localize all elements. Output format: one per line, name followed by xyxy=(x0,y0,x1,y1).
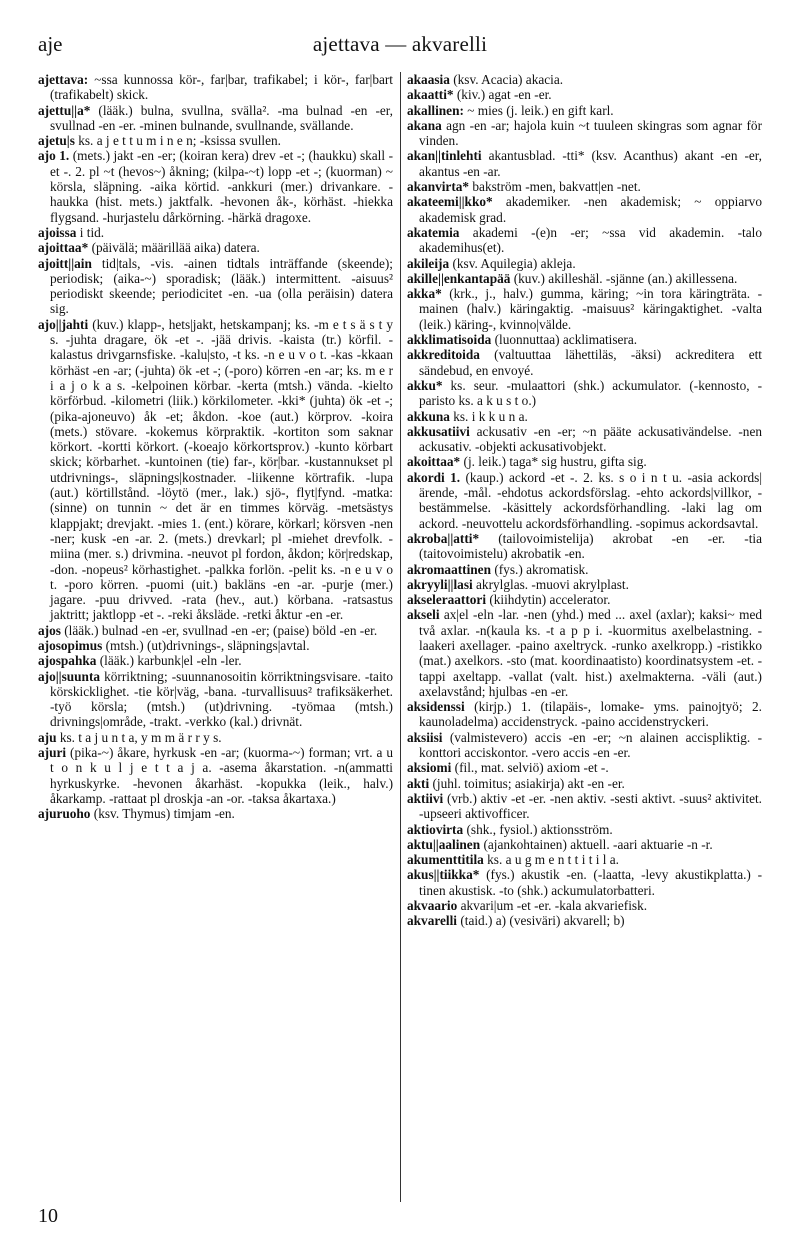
dictionary-entry xyxy=(407,913,762,928)
entry-text: (kiv.) agat -en -er. xyxy=(456,87,552,103)
headword: ajos xyxy=(38,622,61,638)
headword: ajoissa xyxy=(38,224,77,240)
dictionary-entry xyxy=(407,256,762,271)
entry-text: akvari|um -et -er. -kala akvariefisk. xyxy=(460,898,648,914)
dictionary-entry xyxy=(407,730,762,761)
headword: akanvirta* xyxy=(407,179,470,195)
entry-text: ks. seur. -mulaattori (shk.) ackumulator. (-kennosto, -paristo ks. a k u s t o.) xyxy=(419,377,762,409)
entry-text: ks. i k k u n a. xyxy=(453,408,528,424)
headword: akus||tiikka* xyxy=(407,867,480,883)
dictionary-entry xyxy=(407,776,762,791)
dictionary-entry xyxy=(38,133,393,148)
entry-text: (shk., fysiol.) aktionsström. xyxy=(466,821,613,837)
right-column xyxy=(407,72,762,1202)
headword: ajo||suunta xyxy=(38,668,101,684)
dictionary-entry xyxy=(407,378,762,409)
headword: akana xyxy=(407,117,442,133)
dictionary-entry xyxy=(407,409,762,424)
headword: akkuna xyxy=(407,408,450,424)
dictionary-entry xyxy=(407,179,762,194)
page-number: 10 xyxy=(38,1205,58,1227)
entry-text: akrylglas. -muovi akrylplast. xyxy=(476,576,629,592)
headword: ajettu||a* xyxy=(38,102,91,118)
entry-text: (valmistevero) accis -en -er; ~n alainen accispliktig. -konttori acciskontor. -vero accis -en -er. xyxy=(419,729,762,761)
headword: ajosopimus xyxy=(38,637,103,653)
dictionary-entry xyxy=(407,837,762,852)
dictionary-entry xyxy=(407,148,762,179)
entry-text: ks. a u g m e n t t i t i l a. xyxy=(487,852,620,868)
dictionary-entry xyxy=(38,240,393,255)
entry-text: (valtuuttaa lähettiläs, -äksi) ackreditera ett sändebud, en envoyé. xyxy=(419,347,762,378)
entry-text: (lääk.) bulnad -en -er, svullnad -en -er; (paise) böld -en -er. xyxy=(64,622,378,638)
headword: akseleraattori xyxy=(407,592,487,608)
headword: aksiisi xyxy=(407,729,443,745)
dictionary-entry xyxy=(407,286,762,332)
headword: ajoitt||ain xyxy=(38,255,92,271)
dictionary-entry xyxy=(38,72,393,103)
headword: akumenttitila xyxy=(407,852,484,868)
dictionary-entry xyxy=(407,347,762,378)
entry-text: (taid.) a) (vesiväri) akvarell; b) xyxy=(460,913,625,929)
dictionary-entry xyxy=(407,87,762,102)
headword: akaasia xyxy=(407,72,450,87)
entry-text: (kaup.) ackord -et -. 2. ks. s o i n t u. -asia ackords|ärende, -mål. -ehdotus ackordsförslag. -ehto ackords|villkor, -bestämmelse. -käsittely ackordsförhandling. -laki lag om ackord. -neuvottelu ackordsförhandling. -sopimus ackordsavtal. xyxy=(419,469,762,531)
headword: ajuri xyxy=(38,745,67,761)
entry-text: (fys.) akustik -en. (-laatta, -levy akustikplatta.) -tinen akustisk. -to (shk.) ackumulatorbatteri. xyxy=(419,867,762,898)
dictionary-entry xyxy=(38,623,393,638)
entry-text: ackusativ -en -er; ~n pääte ackusativändelse. -nen ackusativ. -objekti ackusativobjekt. xyxy=(419,423,762,455)
entry-text: tid|tals, -vis. -ainen tidtals inträffande (skeende); periodisk; (aika-~) sporadisk; (lääk.) intermittent. -aisuus² periodiskt skeende; periodicitet -en. -ua (olla peräisin) datera sig. xyxy=(50,255,393,317)
entry-text: (lääk.) karbunk|el -eln -ler. xyxy=(99,653,242,669)
headword: akateemi||kko* xyxy=(407,194,493,210)
entry-text: akantusblad. -tti* (ksv. Acanthus) akant -en -er, akantus -en -ar. xyxy=(419,148,762,179)
headword: ajetu|s xyxy=(38,133,75,149)
entry-text: (mtsh.) (ut)drivnings-, släpnings|avtal. xyxy=(105,637,310,653)
headword: akti xyxy=(407,775,430,791)
entry-text: (vrb.) aktiv -et -er. -nen aktiv. -sesti aktivt. -suus² aktivitet. -upseeri aktivofficer. xyxy=(419,790,762,822)
dictionary-entry xyxy=(38,148,393,224)
headword: ajoittaa* xyxy=(38,240,89,256)
entry-text: (tailovoimistelija) akrobat -en -er. -tia (taitovoimistelu) akrobatik -en. xyxy=(419,530,762,562)
entry-text: ~ssa kunnossa kör-, far|bar, trafikabel; i kör-, far|bart (trafikabelt) skick. xyxy=(50,72,393,103)
dictionary-entry xyxy=(407,271,762,286)
entry-text: bakström -men, bakvatt|en -net. xyxy=(472,179,641,195)
dictionary-entry xyxy=(407,577,762,592)
entry-text: (kuv.) akilleshäl. -sjänne (an.) akillessena. xyxy=(513,270,738,286)
headword: ajospahka xyxy=(38,653,97,669)
dictionary-entry xyxy=(407,225,762,256)
dictionary-entry xyxy=(407,103,762,118)
headword: ajo 1. xyxy=(38,148,70,164)
entry-text: agn -en -ar; hajola kuin ~t tuuleen skingras som agnar för vinden. xyxy=(419,117,762,149)
dictionary-entry xyxy=(407,454,762,469)
dictionary-entry xyxy=(407,867,762,898)
entry-text: (pika-~) åkare, hyrkusk -en -ar; (kuorma-~) forman; vrt. a u t o n k u l j e t t a j a. -asema åkarstation. -n(ammatti hyrkuskyrke. -hevonen åkarhäst. -kopukka (leik., halv.) åkarkamp. -rattaat pl droskja -an -or. -taksa åkartaxa.) xyxy=(50,745,393,806)
headword: akklimatisoida xyxy=(407,332,492,348)
headword: akkreditoida xyxy=(407,347,480,363)
entry-text: (ksv. Aquilegia) akleja. xyxy=(452,255,576,271)
headword: ajo||jahti xyxy=(38,316,89,332)
headword: aktiovirta xyxy=(407,821,464,837)
entry-text: (kiihdytin) accelerator. xyxy=(489,592,611,608)
dictionary-entry xyxy=(38,638,393,653)
headword: aktu||aalinen xyxy=(407,836,481,852)
dictionary-entry xyxy=(407,607,762,699)
headword: ajettava: xyxy=(38,72,89,87)
entry-text: (j. leik.) taga* sig hustru, gifta sig. xyxy=(463,454,647,470)
dictionary-entry xyxy=(407,72,762,87)
entry-text: (ajankohtainen) aktuell. -aari aktuarie -n -r. xyxy=(483,836,713,852)
entry-text: ~ mies (j. leik.) en gift karl. xyxy=(467,102,614,118)
headword: akromaattinen xyxy=(407,561,491,577)
entry-text: körriktning; -suunnanosoitin körriktningsvisare. -taito körskicklighet. -tie kör|väg, -bana. -turvallisuus² trafiksäkerhet. -työ körsla; (mtsh.) (ut)drivning. -työmaa (mtsh.) drivnings|område, -trakt. -verkko (kal.) drivnät. xyxy=(50,668,393,730)
entry-text: (kirjp.) 1. (tilapäis-, lomake- yms. painojtyö; 2. kaunoladelma) accidenstryck. -paino accidenstryckeri. xyxy=(419,699,762,730)
entry-text: (luonnuttaa) acklimatisera. xyxy=(494,332,638,348)
dictionary-entry xyxy=(407,118,762,149)
headword: aksiomi xyxy=(407,760,452,776)
dictionary-entry xyxy=(407,699,762,730)
dictionary-entry xyxy=(407,760,762,775)
headword: akka* xyxy=(407,286,442,302)
dictionary-entry xyxy=(407,332,762,347)
dictionary-entry xyxy=(38,730,393,745)
entry-text: ax|el -eln -lar. -nen (yhd.) med ... axel (axlar); kaksi~ med två axlar. -n(kaula ks. -t a p p i. -kuormitus axelbelastning. -laakeri axellager. -paino axeltryck. -runko axelkropp.) -ristikko (mat.) axelkors. -sto (mat. koordinaatisto) koordinatsystem -et. -tappi axeltapp. -vallat (valt. hist.) axelmakterna. -väli (aut.) axelavstånd; hjulbas -en -er. xyxy=(419,607,762,699)
headword: akatemia xyxy=(407,224,460,240)
dictionary-entry xyxy=(38,317,393,623)
dictionary-entry xyxy=(407,822,762,837)
headword: ajuruoho xyxy=(38,806,91,822)
dictionary-entry xyxy=(407,194,762,225)
headword: akvarelli xyxy=(407,913,457,929)
entry-text: (juhl. toimitus; asiakirja) akt -en -er. xyxy=(432,775,625,791)
dictionary-entry xyxy=(407,852,762,867)
dictionary-entry xyxy=(407,791,762,822)
headword: akan||tinlehti xyxy=(407,148,482,164)
headword: akaatti* xyxy=(407,87,454,103)
entry-text: i tid. xyxy=(79,224,105,240)
entry-text: akademiker. -nen akademisk; ~ oppiarvo akademisk grad. xyxy=(419,194,762,225)
headword: akryyli||lasi xyxy=(407,576,473,592)
entry-text: (fil., mat. selviö) axiom -et -. xyxy=(454,760,609,776)
dictionary-entry xyxy=(38,653,393,668)
headword: aksidenssi xyxy=(407,699,465,715)
dictionary-entry xyxy=(38,256,393,317)
headword: aktiivi xyxy=(407,790,444,806)
headword: akvaario xyxy=(407,898,458,914)
headword: akku* xyxy=(407,377,443,393)
entry-text: (mets.) jakt -en -er; (koiran kera) drev -et -; (haukku) skall -et -. 2. pl ~t (hevos~) åkning; (kilpa-~t) lopp -et -; (kuorman) ~ körsla, släpning. -aika körtid. -ankkuri (mer.) drivankare. -haukka (hist. mets.) jaktfalk. -hevonen åk-, körhäst. -hiekka flygsand. -hurjastelu dårkörning. -härkä dragoxe. xyxy=(50,148,393,225)
headword: akoittaa* xyxy=(407,454,461,470)
headword: akkusatiivi xyxy=(407,423,470,439)
dictionary-entry xyxy=(407,531,762,562)
entry-text: (kuv.) klapp-, hets|jakt, hetskampanj; ks. -m e t s ä s t y s. -juhta dragare, ök -et -. -jää drivis. -kaista (tr.) körfil. -kalastus drivgarnsfiske. -kalu|sto, -t ks. -n e u v o t. -kas -kkaan körhäst -en -ar; (-juhta) ök -et -; (-poro) körren -en -ar; ks. m e r i a j o k a s. -kelpoinen körbar. -kerta (mtsh.) vända. -kielto körförbud. -kilometri (liik.) körkilometer. -kki* (juhta) ök -et -; (pika-ajoneuvo) åk -et; åkdon. -koe (aut.) körprov. -koira (mets.) stövare. -kokemus körpraktik. -kortiton som saknar körkort. -kortti körkort. (-koeajo körkortsprov.) -kunto körbart skick; körbarhet. -kuntoinen (tie) far-, kör|bar. -kustannukset pl utdrivnings-, släpnings|kostnader. -liikenne körtrafik. -lupa (aut.) körtillstånd. -löytö (mer., lak.) sjö-, flyt|fynd. -matka: (sinne) on tunnin ~ det är en timmes körväg. -metsästys klappjakt; drevjakt. -mies 1. (ent.) körare, körkarl; körsven -nen -ner; kusk -en -ar. 2. (mets.) drevkarl; pl -miehet drevfolk. -miina (mer. s.) drivmina. -neuvot pl fordon, åkdon; kör|redskap, -don. -nopeus² körhastighet. -palkka forlön. -pelit ks. -n e u v o t. -poro körren. -puomi (uit.) bakläns -en -ar. -purje (mer.) jagare. -puu drivved. -rata (hev., aut.) körbana. -ratsastus jaktritt; jaktlopp -et -. -reki åksläde. -retki åktur -en -er. xyxy=(50,316,393,623)
left-column xyxy=(38,72,393,1202)
dictionary-entry xyxy=(38,745,393,806)
entry-text: (ksv. Acacia) akacia. xyxy=(453,72,564,87)
headword: akroba||atti* xyxy=(407,530,480,546)
headword: akileija xyxy=(407,255,450,271)
dictionary-entry xyxy=(38,103,393,134)
dictionary-entry xyxy=(407,898,762,913)
entry-text: (lääk.) bulna, svullna, svälla². -ma bulnad -en -er, svullnad -en -er. -minen bulnande, svullnande, svällande. xyxy=(50,102,393,133)
dictionary-entry xyxy=(38,225,393,240)
headword: akseli xyxy=(407,607,440,623)
entry-text: akademi -(e)n -er; ~ssa vid akademin. -talo akademihus(et). xyxy=(419,224,762,256)
dictionary-entry xyxy=(407,562,762,577)
guide-word: aje xyxy=(38,32,63,56)
entry-text: (fys.) akromatisk. xyxy=(494,561,589,577)
entry-text: (krk., j., halv.) gumma, käring; ~in tora käringträta. -mainen (halv.) käringaktig. -maisuus² käringaktighet. -valta (leik.) käring-, kvinno|välde. xyxy=(419,286,762,332)
entry-text: ks. t a j u n t a, y m m ä r r y s. xyxy=(59,729,222,745)
entry-text: (päivälä; määrillää aika) datera. xyxy=(91,240,260,256)
headword: aju xyxy=(38,729,57,745)
dictionary-entry xyxy=(407,470,762,531)
headword: akille||enkantapää xyxy=(407,270,511,286)
page-header xyxy=(38,26,762,56)
dictionary-entry xyxy=(407,424,762,455)
entry-text: (ksv. Thymus) timjam -en. xyxy=(93,806,235,822)
column-divider xyxy=(400,72,401,1202)
dictionary-entry xyxy=(38,669,393,730)
dictionary-entry xyxy=(38,806,393,821)
running-head: ajettava — akvarelli xyxy=(312,32,488,56)
headword: akallinen: xyxy=(407,102,464,118)
headword: akordi 1. xyxy=(407,469,461,485)
dictionary-entry xyxy=(407,592,762,607)
entry-text: ks. a j e t t u m i n e n; -ksissa svullen. xyxy=(78,133,281,149)
